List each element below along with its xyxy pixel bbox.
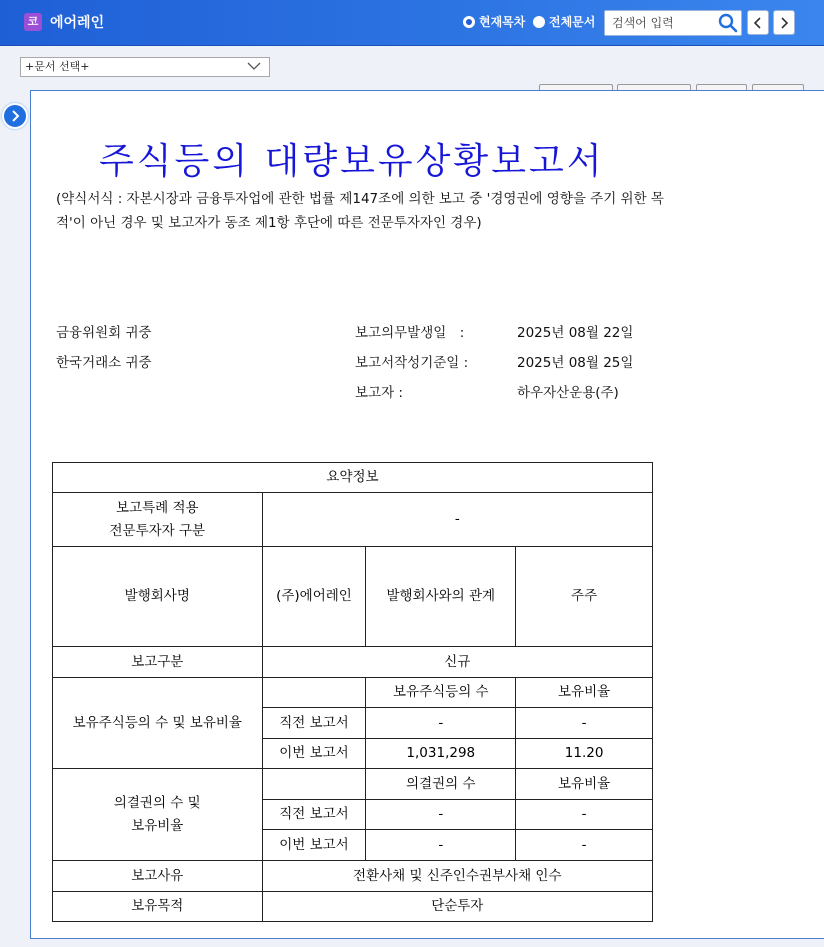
voting-this-ratio: - [516,830,653,861]
document-viewer [30,90,824,939]
company-name: 에어레인 [50,15,105,31]
info-value-reporter: 하우자산운용(주) [517,385,619,401]
radio-current-toc-label: 현재목차 [479,15,526,29]
radio-all-docs[interactable] [533,13,595,30]
table-cell-empty [262,678,366,708]
table-cell-empty [262,769,366,800]
document-select-value: +문서 선택+ [25,60,90,73]
voting-this-label: 이번 보고서 [262,830,366,861]
table-row [53,647,653,678]
relation-value: 주주 [516,547,653,647]
special-label: 보고특례 적용 전문투자자 구분 [53,493,263,547]
radio-checked-icon[interactable] [463,16,475,28]
chevron-left-icon [753,17,763,29]
special-value: - [262,493,652,547]
voting-prev-label: 직전 보고서 [262,800,366,830]
chevron-right-icon [779,17,789,29]
issuer-value: (주)에어레인 [262,547,366,647]
table-row [53,892,653,922]
search-icon[interactable] [718,13,738,33]
voting-label: 의결권의 수 및 보유비율 [53,769,263,861]
chevron-down-icon [247,61,261,71]
relation-label: 발행회사와의 관계 [366,547,516,647]
document-title: 주식등의 대량보유상황보고서 [99,141,605,182]
holdings-col-ratio: 보유비율 [516,678,653,708]
recipient-krx: 한국거래소 귀중 [56,355,152,371]
reason-label: 보고사유 [53,861,263,892]
sidebar-toggle-button[interactable] [2,103,28,129]
report-type-value: 신규 [262,647,652,678]
info-label-base-date: 보고서작성기준일 : [355,355,469,371]
document-select[interactable] [20,57,270,77]
summary-title: 요약정보 [53,463,653,493]
voting-prev-count: - [366,800,516,830]
recipient-fsc: 금융위원회 귀중 [56,325,152,341]
radio-all-docs-label: 전체문서 [549,15,596,29]
radio-current-toc[interactable] [463,13,525,30]
purpose-label: 보유목적 [53,892,263,922]
voting-col-ratio: 보유비율 [516,769,653,800]
top-header-bar [0,0,824,46]
holdings-prev-count: - [366,708,516,739]
holdings-prev-label: 직전 보고서 [262,708,366,739]
report-type-label: 보고구분 [53,647,263,678]
voting-this-count: - [366,830,516,861]
radio-unchecked-icon[interactable] [533,16,545,28]
document-subtitle: (약식서식 : 자본시장과 금융투자업에 관한 법률 제147조에 의한 보고 중 '경영권에 영향을 주기 위한 목적'이 아닌 경우 및 보고자가 동조 제1항 후단에 따른 전문투자자인 경우) [56,191,664,231]
next-button[interactable] [773,10,795,35]
table-row [53,769,653,800]
reason-value: 전환사채 및 신주인수권부사채 인수 [262,861,652,892]
holdings-label: 보유주식등의 수 및 보유비율 [53,678,263,769]
voting-prev-ratio: - [516,800,653,830]
search-input[interactable] [605,11,717,35]
voting-col-count: 의결권의 수 [366,769,516,800]
company-logo-icon: 코 [24,13,42,31]
chevron-right-icon [10,110,20,122]
table-row [53,463,653,493]
info-label-obligation-date: 보고의무발생일 : [355,325,465,341]
holdings-prev-ratio: - [516,708,653,739]
holdings-col-count: 보유주식등의 수 [366,678,516,708]
search-box [604,10,742,36]
info-value-obligation-date: 2025년 08월 22일 [517,325,634,341]
holdings-this-ratio: 11.20 [516,739,653,769]
summary-table [52,462,653,922]
table-row [53,678,653,708]
prev-button[interactable] [747,10,769,35]
purpose-value: 단순투자 [262,892,652,922]
info-label-reporter: 보고자 : [355,385,403,401]
table-row [53,861,653,892]
table-row [53,493,653,547]
issuer-label: 발행회사명 [53,547,263,647]
table-row [53,547,653,647]
holdings-this-count: 1,031,298 [366,739,516,769]
info-value-base-date: 2025년 08월 25일 [517,355,634,371]
holdings-this-label: 이번 보고서 [262,739,366,769]
